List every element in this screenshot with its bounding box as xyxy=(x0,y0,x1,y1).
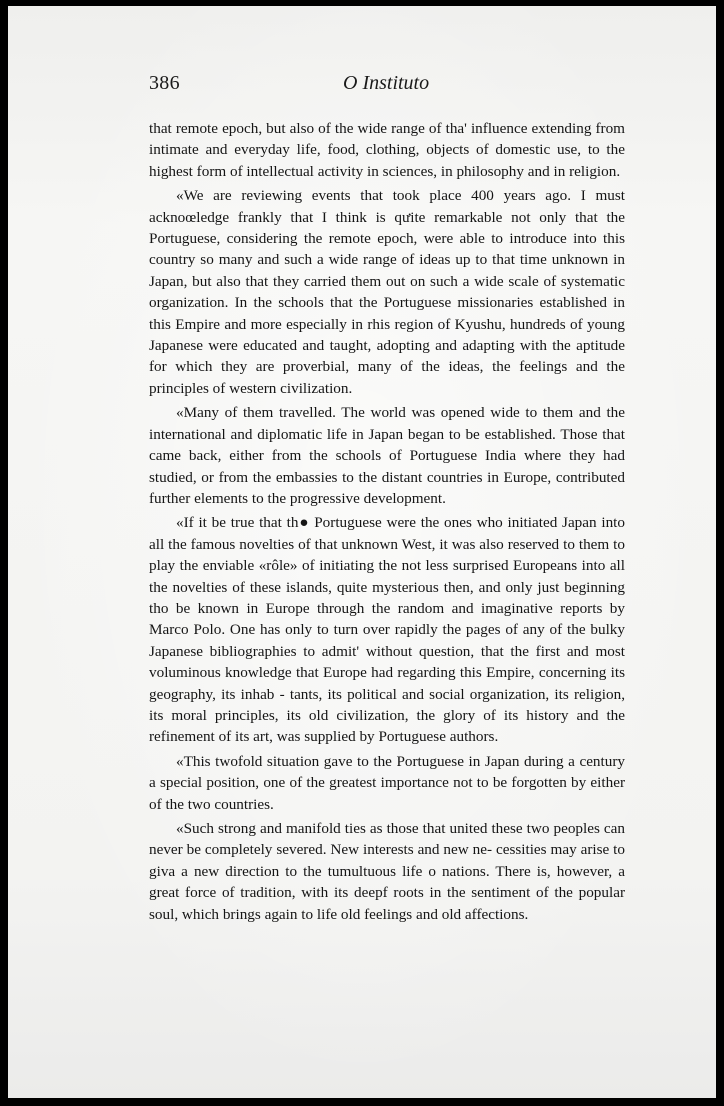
page-number: 386 xyxy=(149,72,180,94)
paragraph: «Such strong and manifold ties as those that united these two peoples can never be completely severed. New interests and new ne- cessities may arise to giva a new direction to the tumultuous life o nations. There is, however, a great force of tradition, with its deepf roots in the sentiment of the popular soul, which brings again to life old feelings and old affections. xyxy=(149,820,625,923)
running-title: O Instituto xyxy=(343,72,430,94)
body-text xyxy=(149,118,625,928)
paragraph: «This twofold situation gave to the Portuguese in Japan during a century a special position, one of the greatest importance not to be forgotten by either of the two countries. xyxy=(149,752,625,813)
paragraph: «Many of them travelled. The world was opened wide to them and the international and diplomatic life in Japan began to be established. Those that came back, either from the schools of Portuguese India where they had studied, or from the embassies to the distant countries in Europe, contributed further elements to the progressive development. xyxy=(149,404,625,507)
page-header xyxy=(149,72,629,102)
paragraph: «We are reviewing events that took place 400 years ago. I must acknoœledge frankly that I think is qưite remarkable not only that the Portuguese, considering the remote epoch, were able to introduce into this country so many and such a wide range of ideas up to that time unknown in Japan, but also that they carried them out on such a wide scale of systematic organization. In the schools that the Portuguese missionaries established in this Empire and more especially in rhis region of Kyushu, hundreds of young Japanese were educated and taught, adopting and adapting with the aptitude for which they are proverbial, many of the ideas, the feelings and the principles of western civilization. xyxy=(149,187,625,397)
paragraph: that remote epoch, but also of the wide range of tha' influence extending from intimate and everyday life, food, clothing, objects of domestic use, to the highest form of intellectual activity in sciences, in philosophy and in religion. xyxy=(149,120,625,180)
document-page xyxy=(8,6,716,1098)
paragraph: «If it be true that th● Portuguese were the ones who initiated Japan into all the famous novelties of that unknown West, it was also reserved to them to play the enviable «rôle» of initiating the not less surprised Europeans into all the novelties of these islands, quite mysterious then, and only just beginning tho be known in Europe through the random and imaginative reports by Marco Polo. One has only to turn over rapidly the pages of any of the bulky Japanese bibliographies to admit' without question, that the first and most voluminous knowledge that Europe had regarding this Empire, concerning its geography, its inhab - tants, its political and social organization, its religion, its moral principles, its old civilization, the glory of its history and the refinement of its art, was supplied by Portuguese authors. xyxy=(149,514,625,746)
